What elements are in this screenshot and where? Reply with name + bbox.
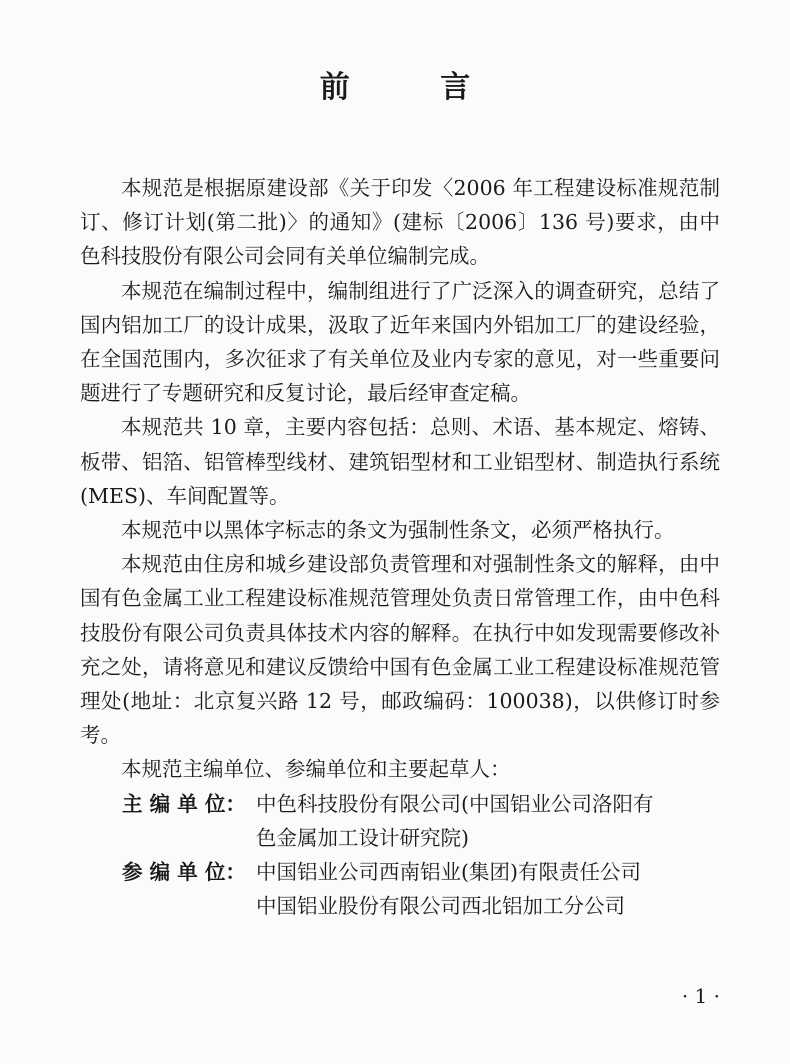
participating-unit-label: 参 编 单 位：	[122, 860, 246, 885]
participating-unit-row	[80, 855, 720, 923]
paragraph-process: 本规范在编制过程中，编制组进行了广泛深入的调查研究，总结了国内铝加工厂的设计成果，汲取了近年来国内外铝加工厂的建设经验，在全国范围内，多次征求了有关单位及业内专家的意见，对一些重要问题进行了专题研究和反复讨论，最后经审查定稿。	[80, 278, 720, 406]
page-title: 前 言	[319, 70, 511, 105]
paragraph-drafters-intro: 本规范主编单位、参编单位和主要起草人：	[121, 757, 511, 782]
preface-body	[80, 171, 720, 923]
participating-unit-line: 中国铝业股份有限公司西北铝加工分公司	[256, 894, 625, 919]
participating-unit-value	[256, 855, 720, 923]
chief-unit-line: 中色科技股份有限公司(中国铝业公司洛阳有	[256, 791, 654, 816]
participating-unit-line: 中国铝业公司西南铝业(集团)有限责任公司	[256, 860, 641, 885]
chief-unit-value	[256, 787, 720, 855]
page-number: · 1 ·	[681, 984, 720, 1008]
paragraph-management: 本规范由住房和城乡建设部负责管理和对强制性条文的解释，由中国有色金属工业工程建设标准规范管理处负责日常管理工作，由中色科技股份有限公司负责具体技术内容的解释。在执行中如发现需要修改补充之处，请将意见和建议反馈给中国有色金属工业工程建设标准规范管理处(地址：北京复兴路 12 号，邮政编码：100038)，以供修订时参考。	[80, 552, 720, 748]
chief-unit-row	[80, 787, 720, 855]
chief-unit-label: 主 编 单 位：	[122, 791, 246, 816]
chief-unit-line: 色金属加工设计研究院)	[256, 825, 469, 850]
paragraph-mandatory: 本规范中以黑体字标志的条文为强制性条文，必须严格执行。	[121, 518, 675, 543]
paragraph-contents: 本规范共 10 章，主要内容包括：总则、术语、基本规定、熔铸、板带、铝箔、铝管棒型线材、建筑铝型材和工业铝型材、制造执行系统(MES)、车间配置等。	[80, 415, 720, 508]
paragraph-origin: 本规范是根据原建设部《关于印发〈2006 年工程建设标准规范制订、修订计划(第二批)〉的通知》(建标〔2006〕136 号)要求，由中色科技股份有限公司会同有关单位编制完成。	[80, 176, 720, 269]
